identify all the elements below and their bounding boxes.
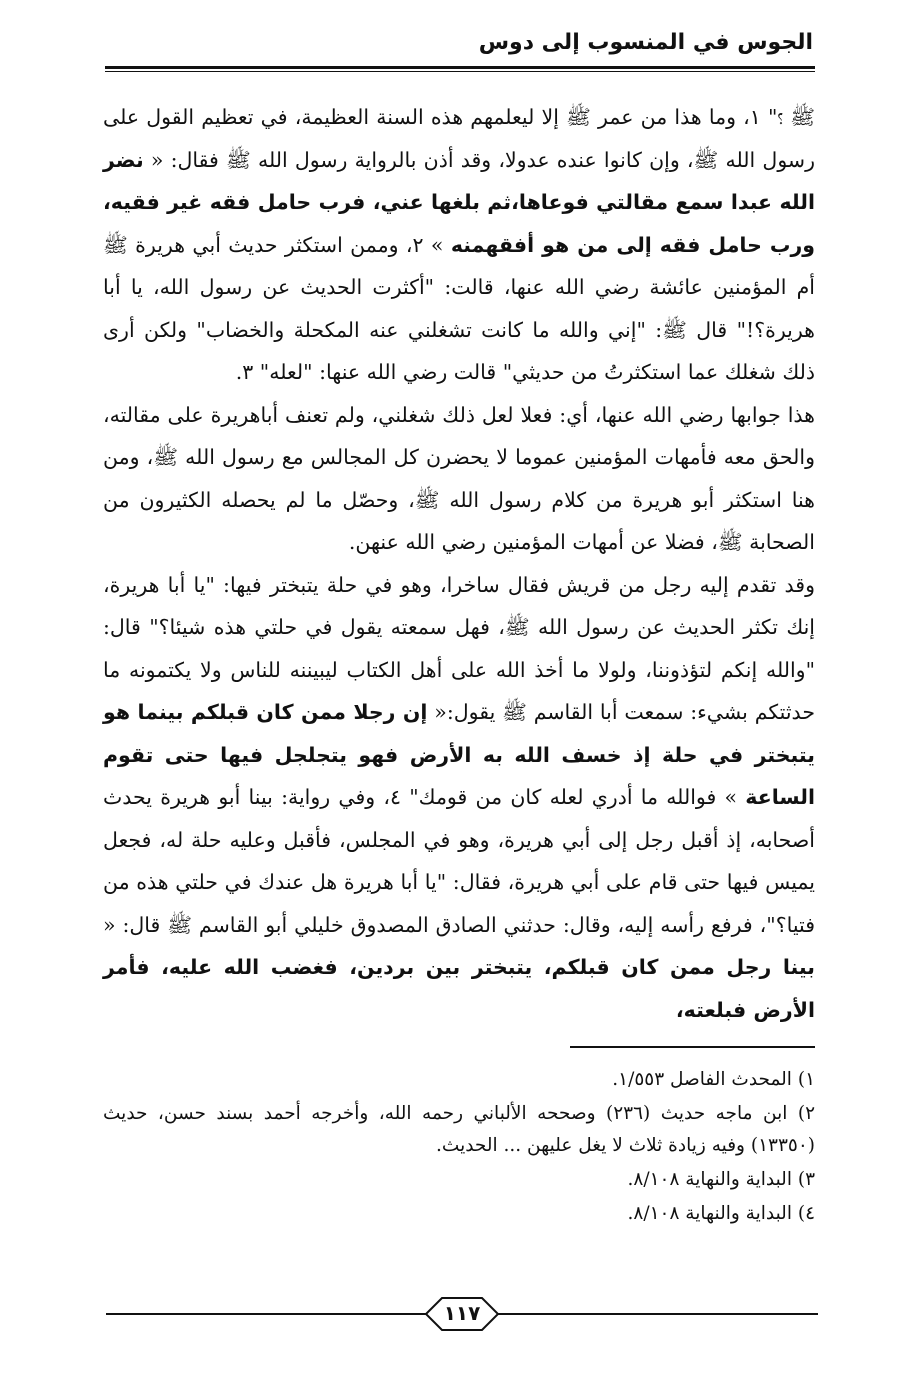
running-header-title: الجوس في المنسوب إلى دوس [478,30,813,55]
header-double-rule [105,66,815,72]
footnote: ٣) البداية والنهاية ٨/١٠٨. [627,1169,815,1190]
page-footer [106,1294,818,1334]
paragraph [103,564,815,1032]
text-segment: هذا جوابها رضي الله عنها، أي: فعلا لعل ذلك شغلني، ولم تعنف أباهريرة على مقالته، والحق معه فأمهات المؤمنين عموما لا يحضرن كل المجالس مع رسول الله ﷺ، ومن هنا استكثر أبو هريرة من كلام رسول الله ﷺ، وحصّل ما لم يحصله الكثيرون من الصحابة ﷺ، فضلا عن أمهات المؤمنين رضي الله عنهن. [103,402,815,554]
hadith-quote: نضر الله عبدا سمع مقالتي فوعاها،ثم بلغها عني، فرب حامل فقه غير فقيه، ورب حامل فقه إلى من هو أفقهمنه [103,147,816,257]
text-segment: ﷺ ؟" ١، وما هذا من عمر ﷺ إلا ليعلمهم هذه السنة العظيمة، في تعظيم القول على رسول الله ﷺ، وإن كانوا عنده عدولا، وقد أذن بالرواية رسول الله ﷺ فقال: « [103,105,815,172]
text-segment: » فوالله ما أدري لعله كان من قومك" ٤، وفي رواية: بينا أبو هريرة يحدث أصحابه، إذ أقبل رجل إلى أبي هريرة، وهو في المجلس، فأقبل وعليه حلة له، فجعل يميس فيها حتى قام على أبي هريرة، فقال: "يا أبا هريرة هل عندك في حلتي هذه من فتيا؟"، فرفع رأسه إليه، وقال: حدثني الصادق المصدوق خليلي أبو القاسم ﷺ قال: « [103,785,815,937]
footnote: ٤) البداية والنهاية ٨/١٠٨. [627,1203,815,1224]
paragraph [103,394,815,564]
main-text [103,96,815,1031]
hadith-quote: إن رجلا ممن كان قبلكم بينما هو يتبختر في حلة إذ خسف الله به الأرض فهو يتجلجل فيها حتى تقوم الساعة [103,700,815,809]
text-segment: » ٢، وممن استكثر حديث أبي هريرة ﷺ أم المؤمنين عائشة رضي الله عنها، قالت: "أكثرت الحديث عن رسول الله، يا أبا هريرة؟!" قال ﷺ: "إني والله ما كانت تشغلني عنه المكحلة والخضاب" ولكن أرى ذلك شغلك عما استكثرتُ من حديثي" قالت رضي الله عنها: "لعله" ٣. [103,232,815,384]
text-segment: وقد تقدم إليه رجل من قريش فقال ساخرا، وهو في حلة يتبختر فيها: "يا أبا هريرة، إنك تكثر الحديث عن رسول الله ﷺ، فهل سمعته يقول في حلتي هذه شيئا؟" قال: "والله إنكم لتؤذوننا، ولولا ما أخذ الله على أهل الكتاب ليبيننه للناس ولا يكتمونه ما حدثتكم بشيء: سمعت أبا القاسم ﷺ يقول:« [103,572,815,724]
hadith-quote: بينا رجل ممن كان قبلكم، يتبختر بين بردين، فغضب الله عليه، فأمر الأرض فبلعته، [103,955,815,1022]
footnotes [103,1064,815,1232]
footnote: ٢) ابن ماجه حديث (٢٣٦) وصححه الألباني رحمه الله، وأخرجه أحمد بسند حسن، حديث (١٣٣٥٠) وفيه زيادة ثلاث لا يغل عليهن ... الحديث. [103,1103,815,1156]
footnote: ١) المحدث الفاصل ١/٥٥٣. [612,1069,815,1090]
footnote-separator [570,1046,815,1048]
paragraph [103,96,815,394]
page-number: ١١٧ [443,1301,481,1325]
